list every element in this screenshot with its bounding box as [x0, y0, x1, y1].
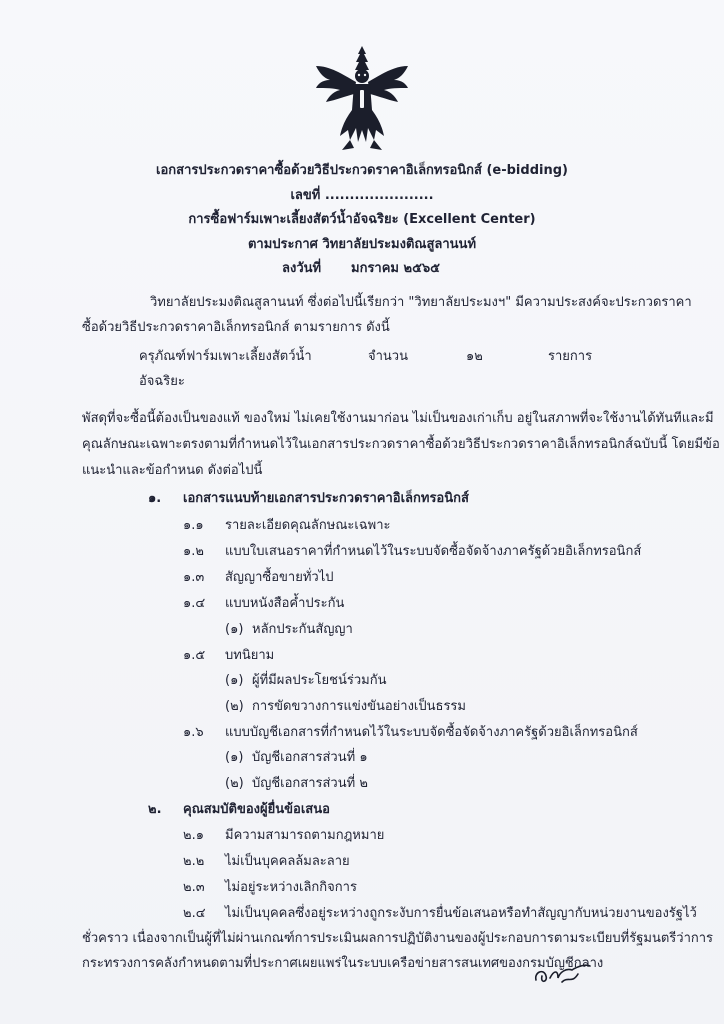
- list-item-text: แบบบัญชีเอกสารที่กำหนดไว้ในระบบจัดซื้อจัดจ้างภาครัฐด้วยอิเล็กทรอนิกส์: [225, 725, 638, 740]
- item-name: ครุภัณฑ์ฟาร์มเพาะเลี้ยงสัตว์น้ำ: [139, 349, 312, 364]
- sublist-item-text: บัญชีเอกสารส่วนที่ ๑: [252, 750, 368, 765]
- list-item-text: บทนิยาม: [225, 648, 275, 663]
- garuda-emblem-icon: [312, 44, 412, 154]
- item-name-cont: อัจฉริยะ: [139, 374, 185, 389]
- list-item-text: สัญญาซื้อขายทั่วไป: [225, 570, 334, 585]
- list-item-text: รายละเอียดคุณลักษณะเฉพาะ: [225, 518, 391, 533]
- section1-title: เอกสารแนบท้ายเอกสารประกวดราคาอิเล็กทรอนิกส์: [183, 491, 469, 506]
- list-item-num: ๑.๑: [183, 518, 204, 533]
- qty-unit: รายการ: [548, 349, 593, 364]
- sublist-item-num: (๑): [225, 750, 244, 765]
- qty-value: ๑๒: [466, 349, 483, 364]
- section1-number: ๑.: [148, 491, 162, 506]
- document-subject: การซื้อฟาร์มเพาะเลี้ยงสัตว์น้ำอัจฉริยะ (Excellent Center): [188, 212, 536, 227]
- sublist-item-num: (๑): [225, 673, 244, 688]
- sublist-item-num: (๑): [225, 622, 244, 637]
- date-label: ลงวันที่: [282, 261, 322, 276]
- list-item-num: ๒.๔: [183, 906, 206, 921]
- signature-icon: [532, 958, 592, 988]
- document-number: เลขที่ ......................: [290, 188, 434, 203]
- paragraph-line-3: แนะนำและข้อกำหนด ดังต่อไปนี้: [82, 463, 263, 478]
- intro-line-2: ซื้อด้วยวิธีประกวดราคาอิเล็กทรอนิกส์ ตามรายการ ดังนี้: [82, 320, 390, 335]
- sublist-item-text: บัญชีเอกสารส่วนที่ ๒: [252, 776, 368, 791]
- list-item-text: ไม่เป็นบุคคลซึ่งอยู่ระหว่างถูกระงับการยื่นข้อเสนอหรือทำสัญญากับหน่วยงานของรัฐไว้: [225, 906, 697, 921]
- section2-title: คุณสมบัติของผู้ยื่นข้อเสนอ: [183, 802, 330, 817]
- sublist-item-text: การขัดขวางการแข่งขันอย่างเป็นธรรม: [252, 699, 466, 714]
- section2-cont-line-1: ชั่วคราว เนื่องจากเป็นผู้ที่ไม่ผ่านเกณฑ์การประเมินผลการปฏิบัติงานของผู้ประกอบการตามระเบียบที่รัฐมนตรีว่าการ: [82, 931, 714, 946]
- sublist-item-num: (๒): [225, 699, 244, 714]
- date-value: มกราคม ๒๕๖๕: [351, 261, 441, 276]
- list-item-num: ๒.๒: [183, 854, 205, 869]
- sublist-item-text: หลักประกันสัญญา: [252, 622, 353, 637]
- list-item-num: ๑.๕: [183, 648, 206, 663]
- qty-label: จำนวน: [368, 349, 408, 364]
- list-item-text: มีความสามารถตามกฎหมาย: [225, 828, 385, 843]
- sublist-item-num: (๒): [225, 776, 244, 791]
- list-item-num: ๑.๒: [183, 544, 204, 559]
- paragraph-line-2: คุณลักษณะเฉพาะตรงตามที่กำหนดไว้ในเอกสารประกวดราคาซื้อด้วยวิธีประกวดราคาอิเล็กทรอนิกส์ฉบับนี้ โดยมีข้อ: [82, 437, 720, 452]
- list-item-num: ๑.๖: [183, 725, 204, 740]
- list-item-text: ไม่เป็นบุคคลล้มละลาย: [225, 854, 350, 869]
- intro-line-1: วิทยาลัยประมงติณสูลานนท์ ซึ่งต่อไปนี้เรียกว่า "วิทยาลัยประมงฯ" มีความประสงค์จะประกวดราคา: [150, 295, 692, 310]
- list-item-text: แบบใบเสนอราคาที่กำหนดไว้ในระบบจัดซื้อจัดจ้างภาครัฐด้วยอิเล็กทรอนิกส์: [225, 544, 642, 559]
- section2-cont-line-2: กระทรวงการคลังกำหนดตามที่ประกาศเผยแพร่ในระบบเครือข่ายสารสนเทศของกรมบัญชีกลาง: [82, 956, 604, 971]
- list-item-text: แบบหนังสือค้ำประกัน: [225, 596, 345, 611]
- document-title: เอกสารประกวดราคาซื้อด้วยวิธีประกวดราคาอิเล็กทรอนิกส์ (e-bidding): [156, 163, 568, 178]
- section2-number: ๒.: [148, 802, 162, 817]
- list-item-text: ไม่อยู่ระหว่างเลิกกิจการ: [225, 880, 357, 895]
- announcement-line: ตามประกาศ วิทยาลัยประมงติณสูลานนท์: [247, 237, 477, 252]
- list-item-num: ๒.๓: [183, 880, 205, 895]
- list-item-num: ๒.๑: [183, 828, 204, 843]
- list-item-num: ๑.๔: [183, 596, 206, 611]
- sublist-item-text: ผู้ที่มีผลประโยชน์ร่วมกัน: [252, 673, 387, 688]
- list-item-num: ๑.๓: [183, 570, 205, 585]
- paragraph-line-1: พัสดุที่จะซื้อนี้ต้องเป็นของแท้ ของใหม่ ไม่เคยใช้งานมาก่อน ไม่เป็นของเก่าเก็บ อยู่ในสภาพที่จะใช้งานได้ทันทีและมี: [82, 411, 714, 426]
